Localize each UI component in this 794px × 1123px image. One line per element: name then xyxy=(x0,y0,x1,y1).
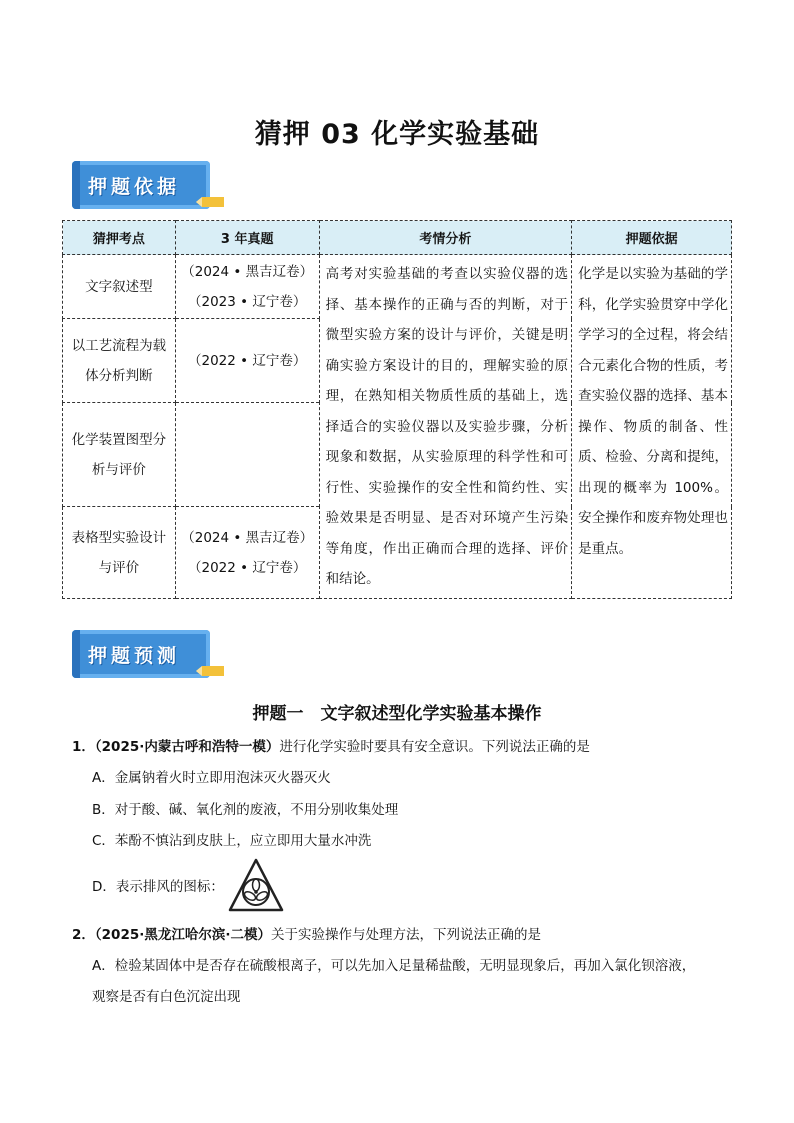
q1-option-c: C．苯酚不慎沾到皮肤上，应立即用大量水冲洗 xyxy=(92,833,372,849)
header-cell: 押题依据 xyxy=(572,221,732,255)
point-cell: 文字叙述型 xyxy=(63,255,176,319)
point-cell: 以工艺流程为载 体分析判断 xyxy=(63,319,176,403)
header-cell: 猜押考点 xyxy=(63,221,176,255)
years-cell: （2024 • 黑吉辽卷） （2022 • 辽宁卷） xyxy=(175,507,319,599)
q1-option-b: B．对于酸、碱、氧化剂的废液，不用分别收集处理 xyxy=(92,802,399,818)
point-cell: 表格型实验设计 与评价 xyxy=(63,507,176,599)
question-1-stem: 1．（2025·内蒙古呼和浩特一模）进行化学实验时要具有安全意识。下列说法正确的是 xyxy=(72,739,590,755)
basis-table xyxy=(62,220,732,599)
q2-option-a-cont: 观察是否有白色沉淀出现 xyxy=(92,989,241,1005)
pencil-icon xyxy=(196,197,224,207)
years-cell: （2024 • 黑吉辽卷） （2023 • 辽宁卷） xyxy=(175,255,319,319)
page-title: 猜押 03 化学实验基础 xyxy=(254,119,540,150)
banner-basis xyxy=(72,161,224,213)
table-row xyxy=(63,255,732,319)
years-cell: （2022 • 辽宁卷） xyxy=(175,319,319,403)
q1-option-d: D．表示排风的图标： xyxy=(92,879,224,895)
banner-predict xyxy=(72,630,224,682)
years-cell xyxy=(175,403,319,507)
question-2-stem: 2．（2025·黑龙江哈尔滨·二模）关于实验操作与处理方法，下列说法正确的是 xyxy=(72,927,541,943)
table-header-row xyxy=(63,221,732,255)
q1-option-a: A．金属钠着火时立即用泡沫灭火器灭火 xyxy=(92,770,331,786)
analysis-cell: 高考对实验基础的考查以实验仪器的选择、基本操作的正确与否的判断，对于微型实验方案的设计与评价，关键是明确实验方案设计的目的，理解实验的原理，在熟知相关物质性质的基础上，选择适合的实验仪器以及实验步骤，分析现象和数据，从实验原理的科学性和可行性、实验操作的安全性和简约性、实验效果是否明显、是否对环境产生污染等角度，作出正确而合理的选择、评价和结论。 xyxy=(319,255,572,599)
section-title: 押题一 文字叙述型化学实验基本操作 xyxy=(252,704,542,724)
q2-option-a: A．检验某固体中是否存在硫酸根离子，可以先加入足量稀盐酸，无明显现象后，再加入氯化钡溶液， xyxy=(92,958,696,974)
header-cell: 考情分析 xyxy=(319,221,572,255)
basis-cell: 化学是以实验为基础的学科，化学实验贯穿中学化学学习的全过程，将会结合元素化合物的性质，考查实验仪器的选择、基本操作、物质的制备、性质、检验、分离和提纯，出现的概率为 100%。安全操作和废弃物处理也是重点。 xyxy=(572,255,732,599)
banner-predict-label: 押题预测 xyxy=(88,645,181,667)
pencil-icon xyxy=(196,666,224,676)
header-cell: 3 年真题 xyxy=(175,221,319,255)
banner-basis-label: 押题依据 xyxy=(88,176,181,198)
exhaust-fan-icon xyxy=(227,857,285,915)
point-cell: 化学装置图型分 析与评价 xyxy=(63,403,176,507)
